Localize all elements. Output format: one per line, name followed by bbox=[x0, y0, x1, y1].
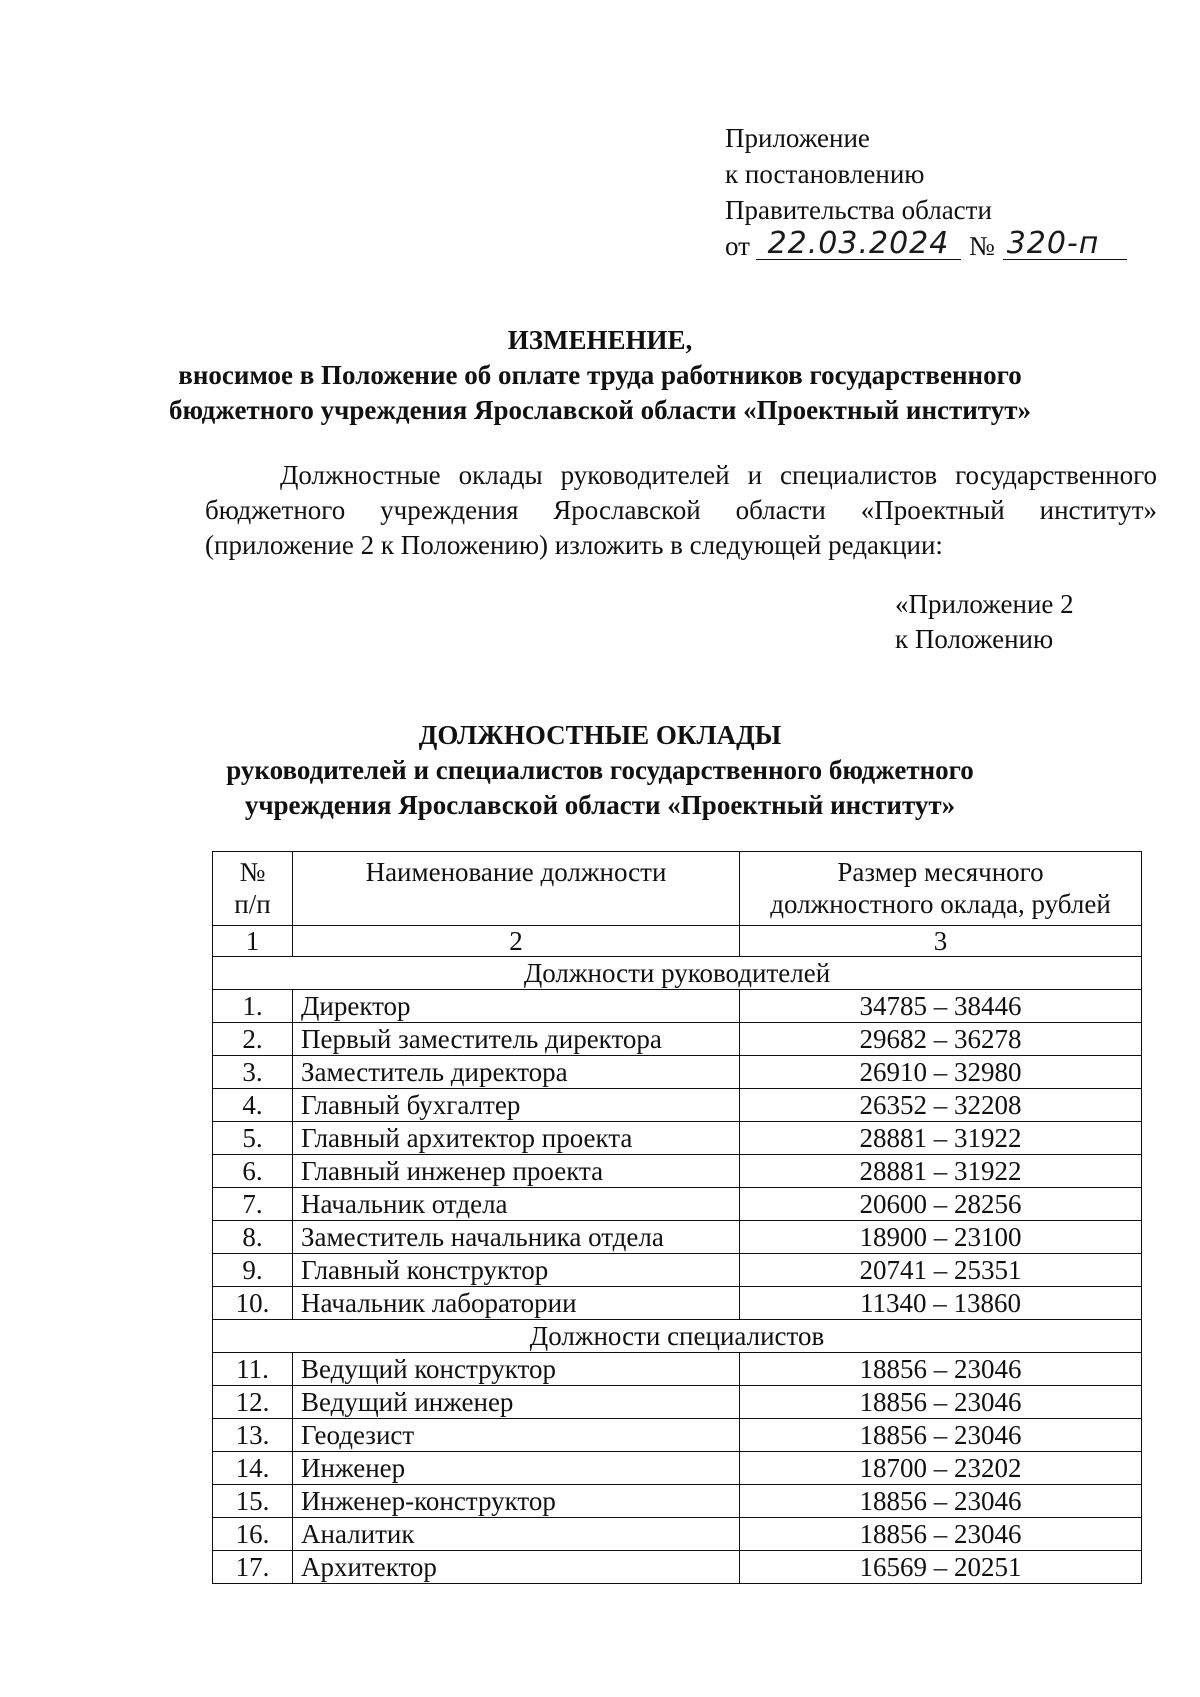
annex-line-2: к постановлению bbox=[725, 159, 925, 189]
section-row bbox=[213, 957, 1142, 990]
annex-line-1: Приложение bbox=[725, 123, 870, 153]
row-position: Главный инженер проекта bbox=[293, 1155, 740, 1188]
row-salary: 18856 – 23046 bbox=[740, 1518, 1142, 1551]
row-salary: 16569 – 20251 bbox=[740, 1551, 1142, 1584]
row-salary: 18856 – 23046 bbox=[740, 1353, 1142, 1386]
row-number: 11. bbox=[213, 1353, 293, 1386]
row-position: Ведущий конструктор bbox=[293, 1353, 740, 1386]
table-title-main: ДОЛЖНОСТНЫЕ ОКЛАДЫ bbox=[418, 720, 782, 750]
change-title-main: ИЗМЕНЕНИЕ, bbox=[507, 325, 693, 355]
row-number: 13. bbox=[213, 1419, 293, 1452]
row-salary: 18856 – 23046 bbox=[740, 1419, 1142, 1452]
table-row bbox=[213, 1089, 1142, 1122]
row-position: Ведущий инженер bbox=[293, 1386, 740, 1419]
table-row bbox=[213, 1056, 1142, 1089]
appendix-2-line-1: «Приложение 2 bbox=[895, 589, 1074, 619]
table-row bbox=[213, 1122, 1142, 1155]
row-position: Аналитик bbox=[293, 1518, 740, 1551]
row-number: 12. bbox=[213, 1386, 293, 1419]
row-position: Первый заместитель директора bbox=[293, 1023, 740, 1056]
table-row bbox=[213, 1485, 1142, 1518]
body-paragraph: Должностные оклады руководителей и специалистов государственного бюджетного учреждения Ярославской области «Проектный институт» (приложение 2 к Положению) изложить в следующей редакции: bbox=[205, 460, 1157, 560]
row-number: 8. bbox=[213, 1221, 293, 1254]
date-prefix: от bbox=[725, 231, 750, 261]
row-number: 2. bbox=[213, 1023, 293, 1056]
row-position: Главный бухгалтер bbox=[293, 1089, 740, 1122]
column-number: 1 bbox=[213, 926, 293, 957]
section-row bbox=[213, 1320, 1142, 1353]
row-salary: 18900 – 23100 bbox=[740, 1221, 1142, 1254]
row-salary: 11340 – 13860 bbox=[740, 1287, 1142, 1320]
row-salary: 34785 – 38446 bbox=[740, 990, 1142, 1023]
row-number: 16. bbox=[213, 1518, 293, 1551]
row-number: 9. bbox=[213, 1254, 293, 1287]
row-number: 7. bbox=[213, 1188, 293, 1221]
annex-block bbox=[725, 120, 1127, 264]
row-number: 17. bbox=[213, 1551, 293, 1584]
table-row bbox=[213, 1452, 1142, 1485]
row-position: Заместитель директора bbox=[293, 1056, 740, 1089]
row-position: Геодезист bbox=[293, 1419, 740, 1452]
appendix-2-line-2: к Положению bbox=[895, 624, 1054, 654]
header-salary-line-1: Размер месячного bbox=[837, 857, 1044, 887]
handwritten-date: 22.03.2024 bbox=[756, 229, 961, 260]
table-row bbox=[213, 1155, 1142, 1188]
header-salary-line-2: должностного оклада, рублей bbox=[770, 889, 1111, 919]
table-row bbox=[213, 1254, 1142, 1287]
table-title bbox=[0, 718, 1200, 823]
row-salary: 29682 – 36278 bbox=[740, 1023, 1142, 1056]
change-title-sub-2: бюджетного учреждения Ярославской области «Проектный институт» bbox=[169, 395, 1031, 425]
row-number: 14. bbox=[213, 1452, 293, 1485]
number-prefix: № bbox=[968, 231, 995, 261]
table-row bbox=[213, 1551, 1142, 1584]
table-row bbox=[213, 1419, 1142, 1452]
table-row bbox=[213, 1188, 1142, 1221]
header-num-line-1: № bbox=[239, 857, 266, 887]
row-salary: 28881 – 31922 bbox=[740, 1122, 1142, 1155]
row-salary: 18856 – 23046 bbox=[740, 1485, 1142, 1518]
row-salary: 26910 – 32980 bbox=[740, 1056, 1142, 1089]
annex-line-3: Правительства области bbox=[725, 195, 992, 225]
row-position: Главный конструктор bbox=[293, 1254, 740, 1287]
row-position: Архитектор bbox=[293, 1551, 740, 1584]
section-title: Должности руководителей bbox=[213, 957, 1142, 990]
column-number-row bbox=[213, 926, 1142, 957]
row-position: Инженер-конструктор bbox=[293, 1485, 740, 1518]
annex-date-number bbox=[725, 228, 1127, 264]
row-number: 3. bbox=[213, 1056, 293, 1089]
row-position: Директор bbox=[293, 990, 740, 1023]
column-number: 2 bbox=[293, 926, 740, 957]
row-number: 15. bbox=[213, 1485, 293, 1518]
appendix-2-label bbox=[895, 587, 1074, 657]
table-title-sub-2: учреждения Ярославской области «Проектный институт» bbox=[244, 790, 956, 820]
row-salary: 18700 – 23202 bbox=[740, 1452, 1142, 1485]
header-num-line-2: п/п bbox=[234, 889, 271, 919]
header-position: Наименование должности bbox=[293, 852, 740, 926]
row-salary: 20741 – 25351 bbox=[740, 1254, 1142, 1287]
salary-table bbox=[212, 851, 1142, 1584]
table-header-row bbox=[213, 852, 1142, 926]
table-title-sub-1: руководителей и специалистов государственного бюджетного bbox=[226, 755, 974, 785]
row-position: Заместитель начальника отдела bbox=[293, 1221, 740, 1254]
row-number: 6. bbox=[213, 1155, 293, 1188]
table-row bbox=[213, 1287, 1142, 1320]
row-number: 5. bbox=[213, 1122, 293, 1155]
table-row bbox=[213, 1518, 1142, 1551]
header-salary bbox=[740, 852, 1142, 926]
row-position: Главный архитектор проекта bbox=[293, 1122, 740, 1155]
row-number: 10. bbox=[213, 1287, 293, 1320]
table-row bbox=[213, 1221, 1142, 1254]
handwritten-number: 320-п bbox=[1003, 229, 1127, 260]
row-position: Начальник отдела bbox=[293, 1188, 740, 1221]
section-title: Должности специалистов bbox=[213, 1320, 1142, 1353]
row-salary: 26352 – 32208 bbox=[740, 1089, 1142, 1122]
table-row bbox=[213, 990, 1142, 1023]
change-title bbox=[0, 323, 1200, 428]
row-number: 4. bbox=[213, 1089, 293, 1122]
table-row bbox=[213, 1023, 1142, 1056]
table-row bbox=[213, 1386, 1142, 1419]
row-position: Инженер bbox=[293, 1452, 740, 1485]
change-title-sub-1: вносимое в Положение об оплате труда работников государственного bbox=[178, 360, 1022, 390]
row-position: Начальник лаборатории bbox=[293, 1287, 740, 1320]
row-salary: 18856 – 23046 bbox=[740, 1386, 1142, 1419]
header-num bbox=[213, 852, 293, 926]
row-number: 1. bbox=[213, 990, 293, 1023]
column-number: 3 bbox=[740, 926, 1142, 957]
table-row bbox=[213, 1353, 1142, 1386]
row-salary: 28881 – 31922 bbox=[740, 1155, 1142, 1188]
row-salary: 20600 – 28256 bbox=[740, 1188, 1142, 1221]
